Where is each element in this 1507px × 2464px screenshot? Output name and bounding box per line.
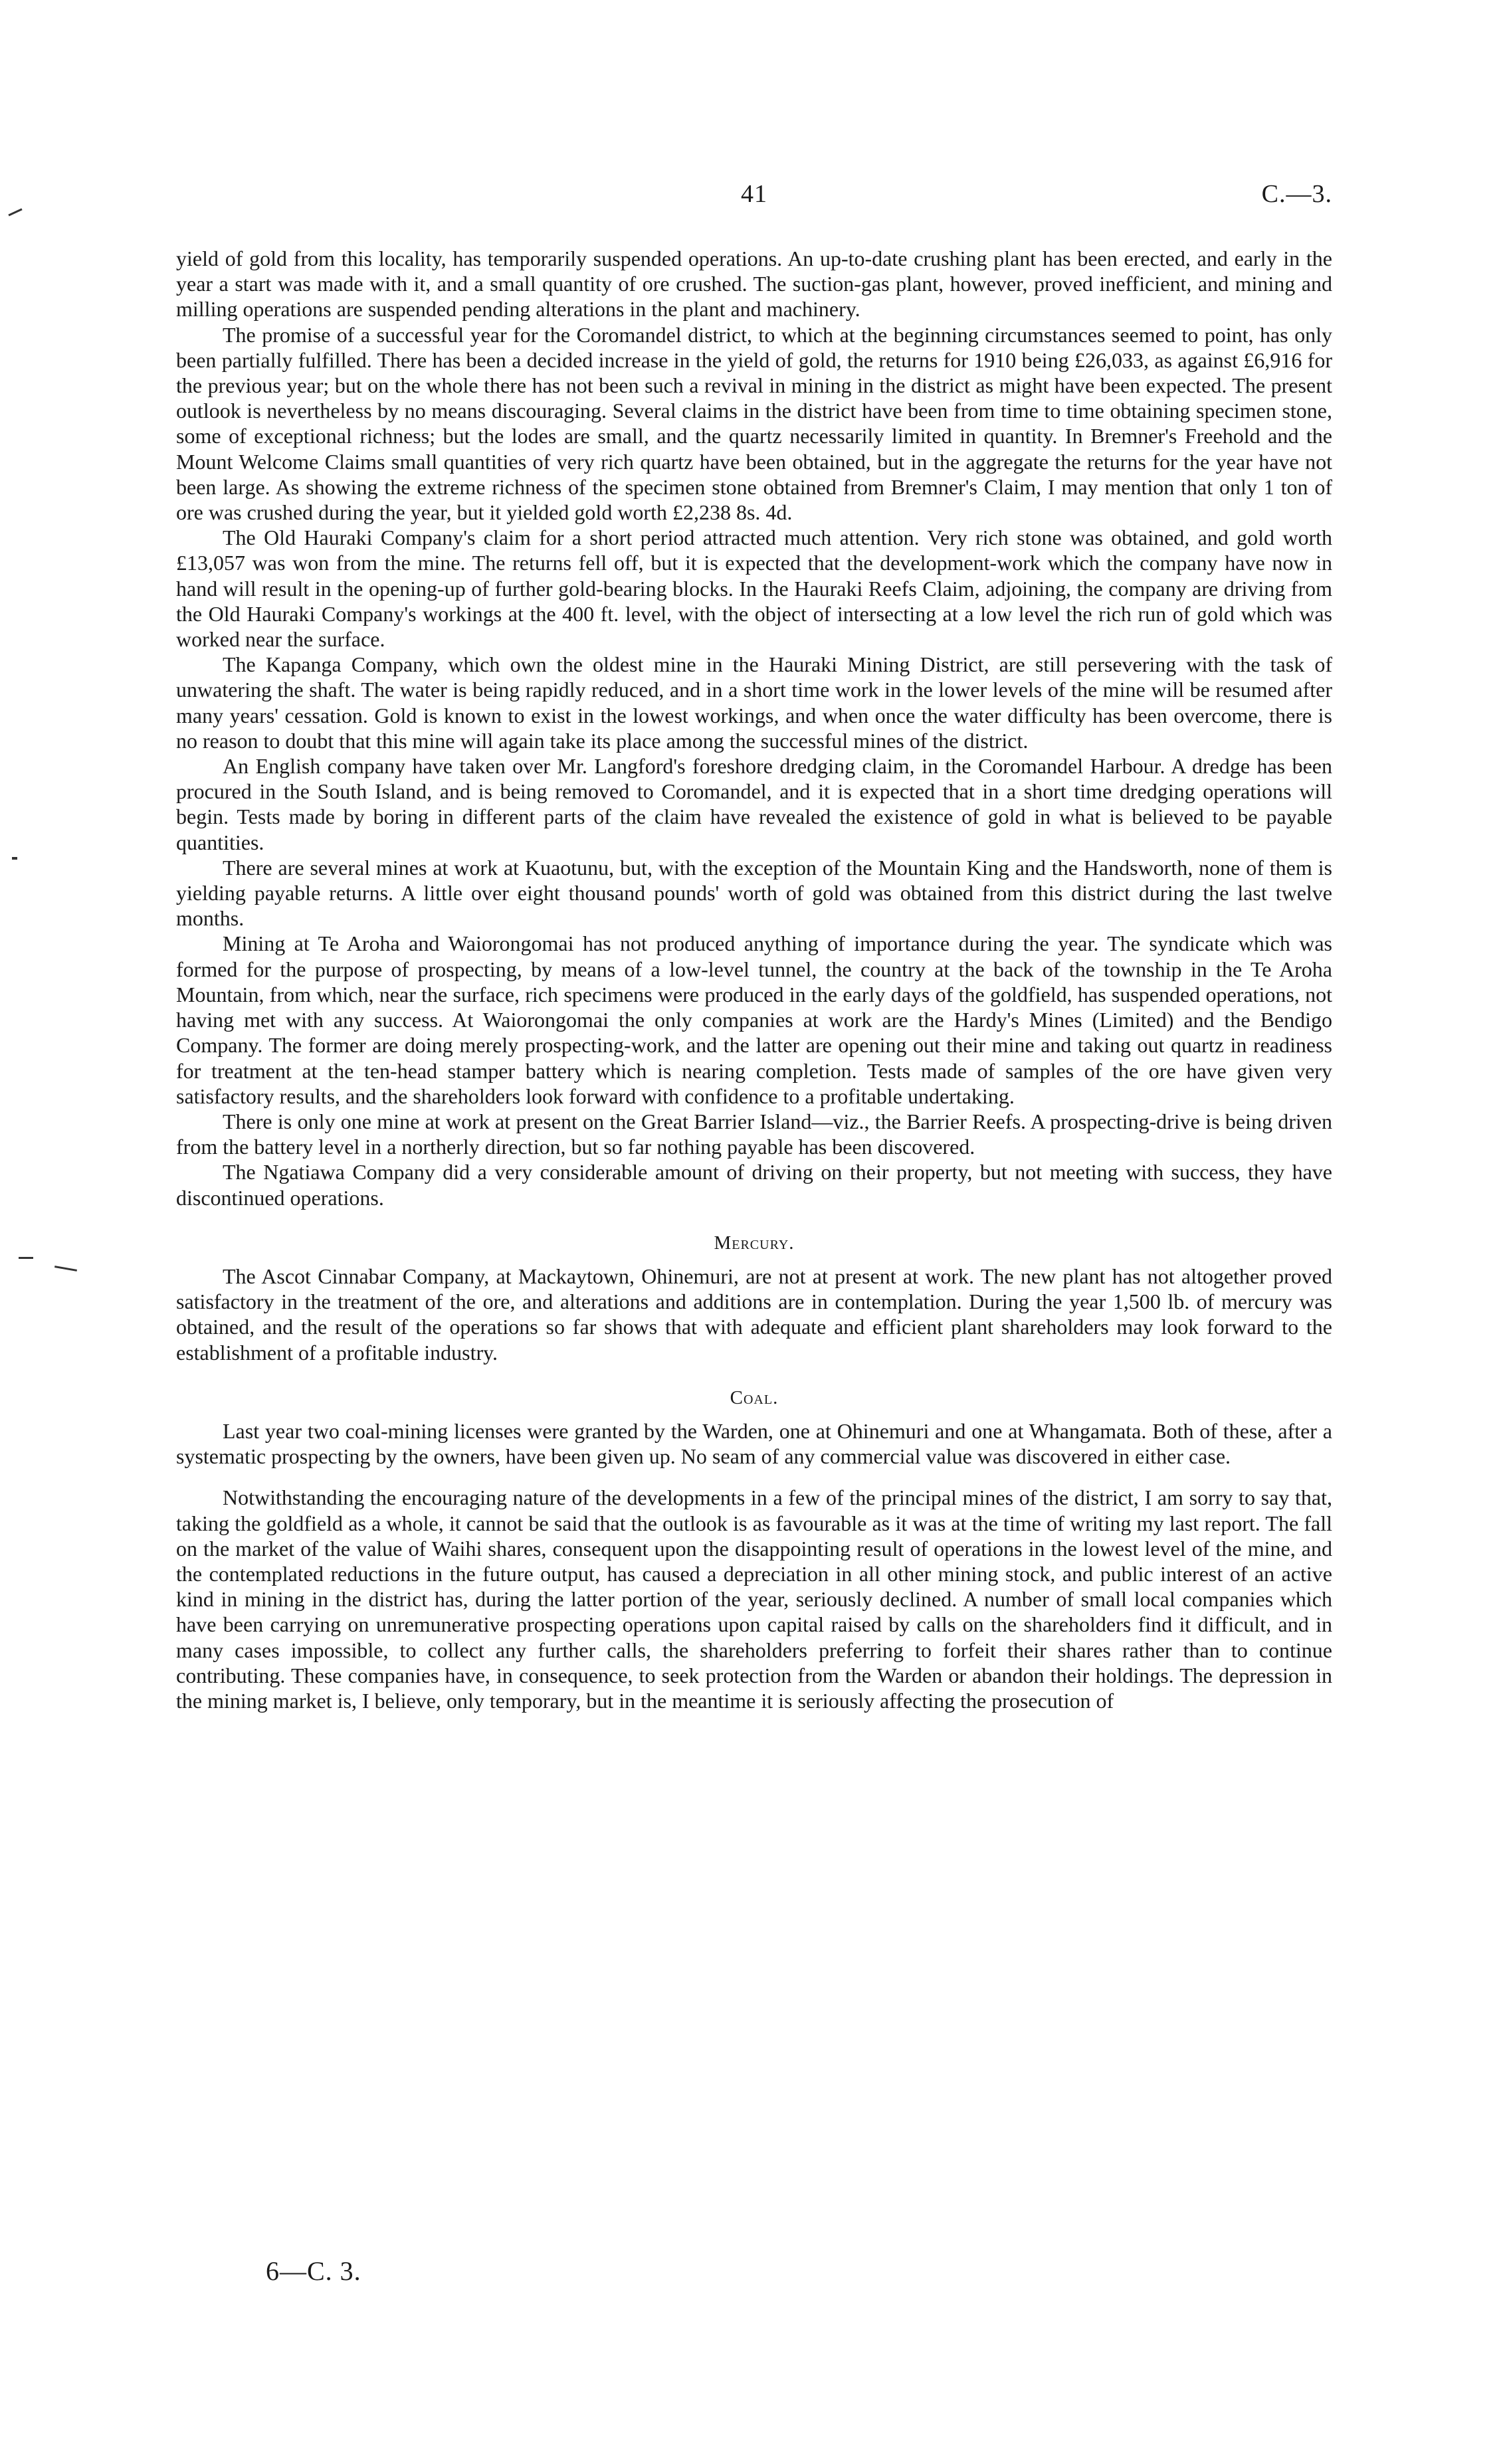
document-reference: C.—3. xyxy=(1261,180,1332,208)
margin-tick-left-lower xyxy=(54,1266,77,1272)
paragraph-coromandel: The promise of a successful year for the Coromandel district, to which at the beginning circumstances seemed to point, has only been partially fulfilled. There has been a decided increase in the yield of gold, the returns for 1910 being £26,033, as against £6,916 for the previous year; but on the whole there has not been such a revival in mining in the district as might have been expected. The present outlook is nevertheless by no means discouraging. Several claims in the district have been from time to time obtaining specimen stone, some of exceptional richness; but the lodes are small, and the quartz necessarily limited in quantity. In Bremner's Freehold and the Mount Welcome Claims small quantities of very rich quartz have been obtained, but in the aggregate the returns for the year have not been large. As showing the extreme richness of the specimen stone obtained from Bremner's Claim, I may mention that only 1 ton of ore was crushed during the year, but it yielded gold worth £2,238 8s. 4d. xyxy=(176,322,1332,525)
paragraph-dredging: An English company have taken over Mr. Langford's foreshore dredging claim, in the Coromandel Harbour. A dredge has been procured in the South Island, and is being removed to Coromandel, and it is expected that in a short time dredging operations will begin. Tests made by boring in different parts of the claim have revealed the existence of gold in what is believed to be payable quantities. xyxy=(176,754,1332,854)
paragraph-mercury: The Ascot Cinnabar Company, at Mackaytown, Ohinemuri, are not at present at work. The new plant has not altogether proved satisfactory in the treatment of the ore, and alterations and additions are in contemplation. During the year 1,500 lb. of mercury was obtained, and the result of the operations so far shows that with adequate and efficient plant shareholders may look forward to the establishment of a profitable industry. xyxy=(176,1264,1332,1365)
heading-coal: Coal. xyxy=(730,1386,779,1408)
margin-tick-left-upper xyxy=(12,857,17,860)
body-text xyxy=(176,246,1332,1713)
paragraph-old-hauraki: The Old Hauraki Company's claim for a short period attracted much attention. Very rich stone was obtained, and gold worth £13,057 was won from the mine. The returns fell off, but it is expected that the development-work which the company have now in hand will result in the opening-up of further gold-bearing blocks. In the Hauraki Reefs Claim, adjoining, the company are driving from the Old Hauraki Company's workings at the 400 ft. level, with the object of intersecting at a low level the rich run of gold which was worked near the surface. xyxy=(176,525,1332,652)
page-number: 41 xyxy=(741,180,767,208)
page-header xyxy=(176,179,1332,219)
paragraph-great-barrier: There is only one mine at work at present on the Great Barrier Island—viz., the Barrier Reefs. A prospecting-drive is being driven from the battery level in a northerly direction, but so far nothing payable has been discovered. xyxy=(176,1109,1332,1159)
paragraph-te-aroha: Mining at Te Aroha and Waiorongomai has not produced anything of importance during the year. The syndicate which was formed for the purpose of prospecting, by means of a low-level tunnel, the country at the back of the township in the Te Aroha Mountain, from which, near the surface, rich specimens were produced in the early days of the goldfield, has suspended operations, not having met with any success. At Waiorongomai the only companies at work are the Hardy's Mines (Limited) and the Bendigo Company. The former are doing merely prospecting-work, and the latter are opening out their mine and taking out quartz in readiness for treatment at the ten-head stamper battery which is nearing completion. Tests made of samples of the ore have given very satisfactory results, and the shareholders look forward with confidence to a profitable undertaking. xyxy=(176,931,1332,1108)
paragraph-kuaotunu: There are several mines at work at Kuaotunu, but, with the exception of the Mountain King and the Handsworth, none of them is yielding payable returns. A little over eight thousand pounds' worth of gold was obtained from this district during the last twelve months. xyxy=(176,855,1332,931)
margin-tick-top-left xyxy=(8,208,22,216)
section-gap xyxy=(176,1469,1332,1485)
paragraph-outlook: Notwithstanding the encouraging nature of the developments in a few of the principal mines of the district, I am sorry to say that, taking the goldfield as a whole, it cannot be said that the outlook is as favourable as it was at the time of writing my last report. The fall on the market of the value of Waihi shares, consequent upon the disappointing result of operations in the lowest level of the mine, and the contemplated reductions in the future output, has caused a depreciation in all other mining stock, and public interest of an active kind in mining in the district has, during the latter portion of the year, seriously declined. A number of small local companies which have been carrying on unremunerative prospecting operations upon capital raised by calls on the shareholders find it difficult, and in many cases impossible, to collect any further calls, the shareholders preferring to forfeit their shares rather than to continue contributing. These companies have, in consequence, to seek protection from the Warden or abandon their holdings. The depression in the mining market is, I believe, only temporary, but in the meantime it is seriously affecting the prosecution of xyxy=(176,1485,1332,1713)
paragraph-coal: Last year two coal-mining licenses were granted by the Warden, one at Ohinemuri and one at Whangamata. Both of these, after a systematic prospecting by the owners, have been given up. No seam of any commercial value was discovered in either case. xyxy=(176,1418,1332,1469)
paragraph-kapanga: The Kapanga Company, which own the oldest mine in the Hauraki Mining District, are still persevering with the task of unwatering the shaft. The water is being rapidly reduced, and in a short time work in the lower levels of the mine will be resumed after many years' cessation. Gold is known to exist in the lowest workings, and when once the water difficulty has been overcome, there is no reason to doubt that this mine will again take its place among the successful mines of the district. xyxy=(176,652,1332,753)
paragraph-ngatiawa: The Ngatiawa Company did a very considerable amount of driving on their property, but not meeting with success, they have discontinued operations. xyxy=(176,1160,1332,1210)
page-signature: 6—C. 3. xyxy=(266,2256,361,2286)
paragraph-continued: yield of gold from this locality, has temporarily suspended operations. An up-to-date crushing plant has been erected, and early in the year a start was made with it, and a small quantity of ore crushed. The suction-gas plant, however, proved inefficient, and mining and milling operations are suspended pending alterations in the plant and machinery. xyxy=(176,246,1332,322)
margin-tick-left-middle xyxy=(19,1257,33,1259)
heading-mercury: Mercury. xyxy=(714,1232,795,1254)
